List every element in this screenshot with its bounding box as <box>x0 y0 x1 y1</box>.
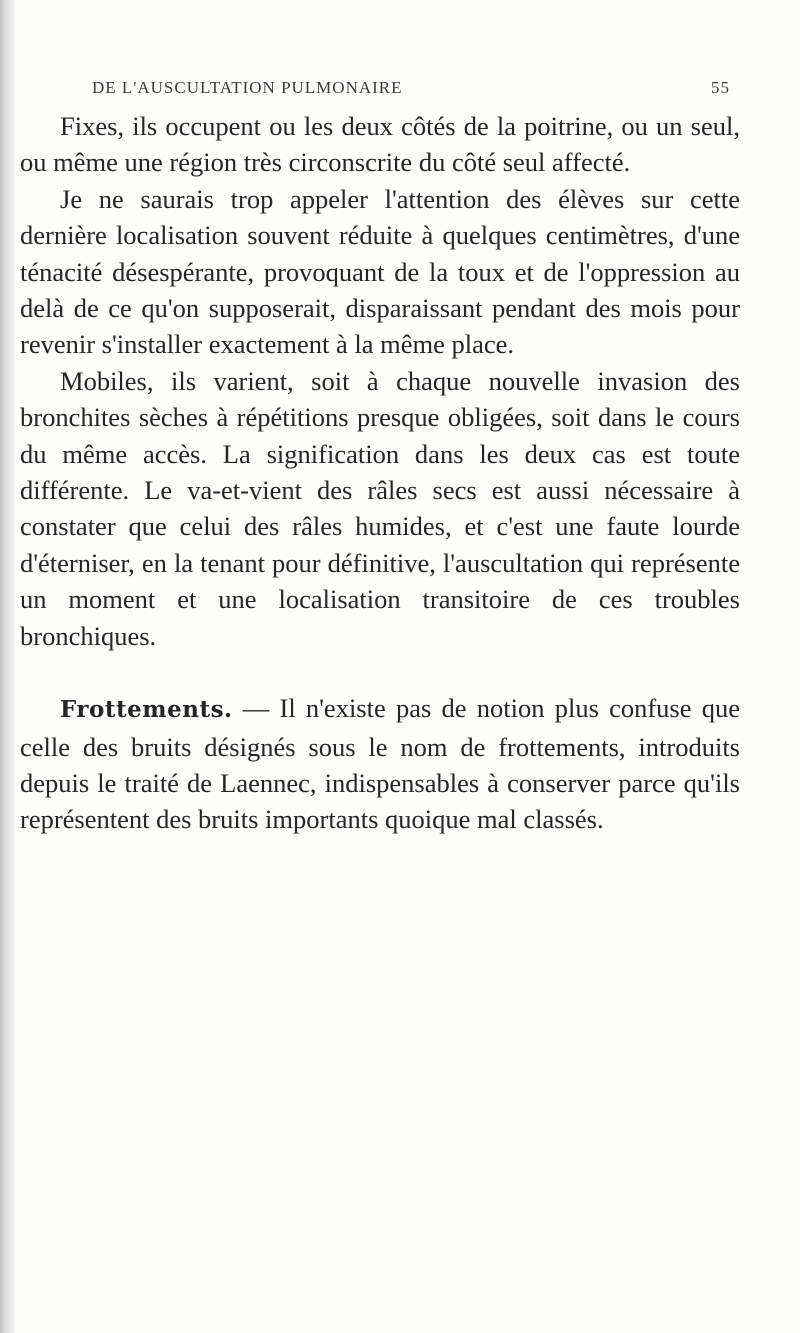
page-number: 55 <box>711 78 730 97</box>
running-head <box>92 78 730 102</box>
page-binding-shadow <box>0 0 14 1333</box>
section-text: — Il n'existe pas de notion plus confuse que celle des bruits désignés sous le nom de frottements, introduits depuis le traité de Laennec, indispensables à conserver parce qu'ils représentent des bruits importants quoique mal classés. <box>20 693 740 835</box>
section-heading: Frottements. <box>60 696 233 724</box>
paragraph-localisation: Je ne saurais trop appeler l'attention des élèves sur cette dernière localisation souvent réduite à quelques centimètres, d'une ténacité désespérante, provoquant de la toux et de l'oppression au delà de ce qu'on supposerait, disparaissant pendant des mois pour revenir s'installer exactement à la même place. <box>20 183 740 360</box>
body-text <box>20 108 740 838</box>
paragraph-mobiles: Mobiles, ils varient, soit à chaque nouvelle invasion des bronchites sèches à répétitions presque obligées, soit dans le cours du même accès. La signification dans les deux cas est toute différente. Le va-et-vient des râles secs est aussi nécessaire à constater que celui des râles humides, et c'est une faute lourde d'éterniser, en la tenant pour définitive, l'auscultation qui représente un moment et une localisation transitoire de ces troubles bronchiques. <box>20 365 740 651</box>
running-head-title: DE L'AUSCULTATION PULMONAIRE <box>92 78 403 97</box>
paragraph-fixes: Fixes, ils occupent ou les deux côtés de la poitrine, ou un seul, ou même une région très circonscrite du côté seul affecté. <box>20 111 740 178</box>
paragraph-frottements <box>20 690 740 838</box>
